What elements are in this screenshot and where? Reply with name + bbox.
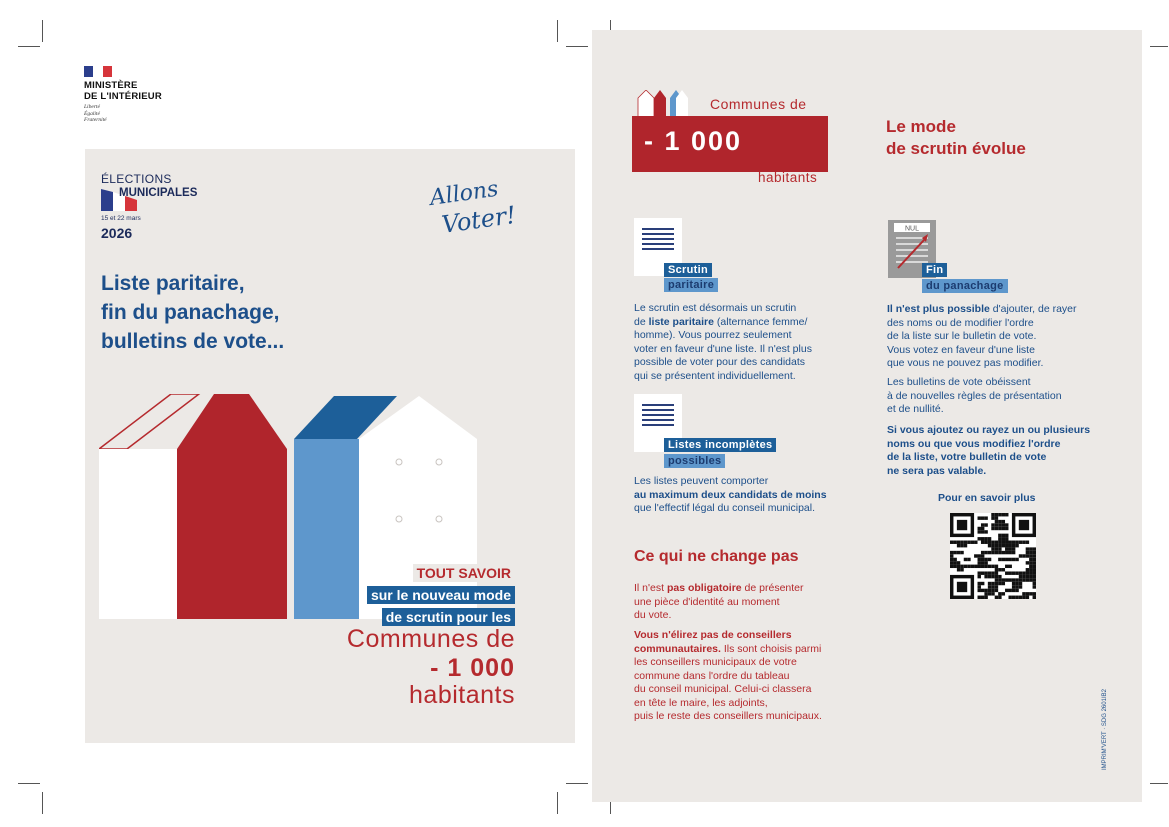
- inside-panel: [592, 30, 1142, 802]
- slogan-line2: Voter!: [439, 200, 518, 239]
- republic-motto: Liberté Égalité Fraternité: [84, 104, 107, 123]
- en-savoir-plus-label: Pour en savoir plus: [938, 492, 1036, 504]
- communes-label: Communes de: [346, 625, 515, 653]
- paritaire-text: Le scrutin est désormais un scrutin de liste paritaire (alternance femme/ homme). Vous pourrez seulement voter en faveur d'une liste. Il n'est plus possible de voter pour des candidats qui se présentent individuellement.: [634, 302, 812, 382]
- crop-mark: [557, 20, 558, 42]
- population-threshold: - 1 000: [430, 654, 515, 682]
- tag-paritaire: paritaire: [664, 278, 718, 292]
- tag-fin: Fin: [922, 263, 947, 277]
- scrutin-label: de scrutin pour les: [382, 608, 515, 626]
- elections-label: ÉLECTIONS: [101, 172, 172, 186]
- ne-change-pas-title: Ce qui ne change pas: [634, 548, 799, 565]
- crop-mark: [566, 46, 588, 47]
- ne-change-pas-p2: Vous n'élirez pas de conseillers communautaires. Ils sont choisis parmi les conseillers municipaux de votre commune dans l'ordre du tableau du conseil municipal. Celui-ci classera en tête le maire, les adjoints, puis le reste des conseillers municipaux.: [634, 629, 822, 722]
- nouveau-mode-label: sur le nouveau mode: [367, 586, 515, 604]
- election-dates: 15 et 22 mars: [101, 215, 141, 222]
- tout-savoir-label: TOUT SAVOIR: [413, 564, 515, 582]
- ministry-name: MINISTÈRE DE L'INTÉRIEUR: [84, 80, 162, 102]
- ministry-logo: [84, 66, 162, 124]
- population-threshold: - 1 000: [644, 126, 743, 156]
- crop-mark: [566, 783, 588, 784]
- municipales-label: MUNICIPALES: [119, 187, 198, 199]
- slogan-line1: Allons: [428, 176, 500, 211]
- crop-mark: [557, 792, 558, 814]
- crop-mark: [42, 792, 43, 814]
- crop-mark: [18, 46, 40, 47]
- panachage-p1: Il n'est plus possible d'ajouter, de rayer des noms ou de modifier l'ordre de la liste sur le bulletin de vote. Vous votez en faveur d'une liste que vous ne pouvez pas modifier.: [887, 303, 1077, 369]
- tag-listes-incompletes: Listes incomplètes: [664, 438, 776, 452]
- habitants-label: habitants: [758, 170, 818, 185]
- tag-possibles: possibles: [664, 454, 725, 468]
- crop-mark: [18, 783, 40, 784]
- crop-mark: [1150, 783, 1168, 784]
- cover-title: Liste paritaire, fin du panachage, bulletins de vote...: [101, 272, 285, 353]
- election-year: 2026: [101, 225, 133, 241]
- imprint-mark: IMPRIM'VERT · SDG 2601IB2: [1102, 689, 1108, 770]
- crop-mark: [1150, 46, 1168, 47]
- incompletes-text: Les listes peuvent comporter au maximum deux candidats de moins que l'effectif légal du conseil municipal.: [634, 475, 827, 514]
- republic-flag-icon: [84, 66, 112, 77]
- crop-mark: [42, 20, 43, 42]
- habitants-label: habitants: [409, 681, 515, 709]
- ne-change-pas-p1: Il n'est pas obligatoire de présenter une pièce d'identité au moment du vote.: [634, 582, 804, 621]
- communes-label: Communes de: [710, 96, 807, 112]
- panachage-p2: Les bulletins de vote obéissent à de nouvelles règles de présentation et de nullité.: [887, 376, 1062, 415]
- qr-code-icon[interactable]: [950, 513, 1036, 599]
- cover-panel: [85, 149, 575, 743]
- tag-du-panachage: du panachage: [922, 279, 1008, 293]
- tag-scrutin: Scrutin: [664, 263, 712, 277]
- allons-voter-logo: [423, 175, 533, 245]
- panachage-p3: Si vous ajoutez ou rayez un ou plusieurs noms ou que vous modifiez l'ordre de la liste, votre bulletin de vote ne sera pas valable.: [887, 424, 1091, 477]
- elections-badge: [101, 172, 198, 241]
- null-label: NUL: [904, 225, 920, 233]
- mode-title: Le mode de scrutin évolue: [886, 117, 1026, 158]
